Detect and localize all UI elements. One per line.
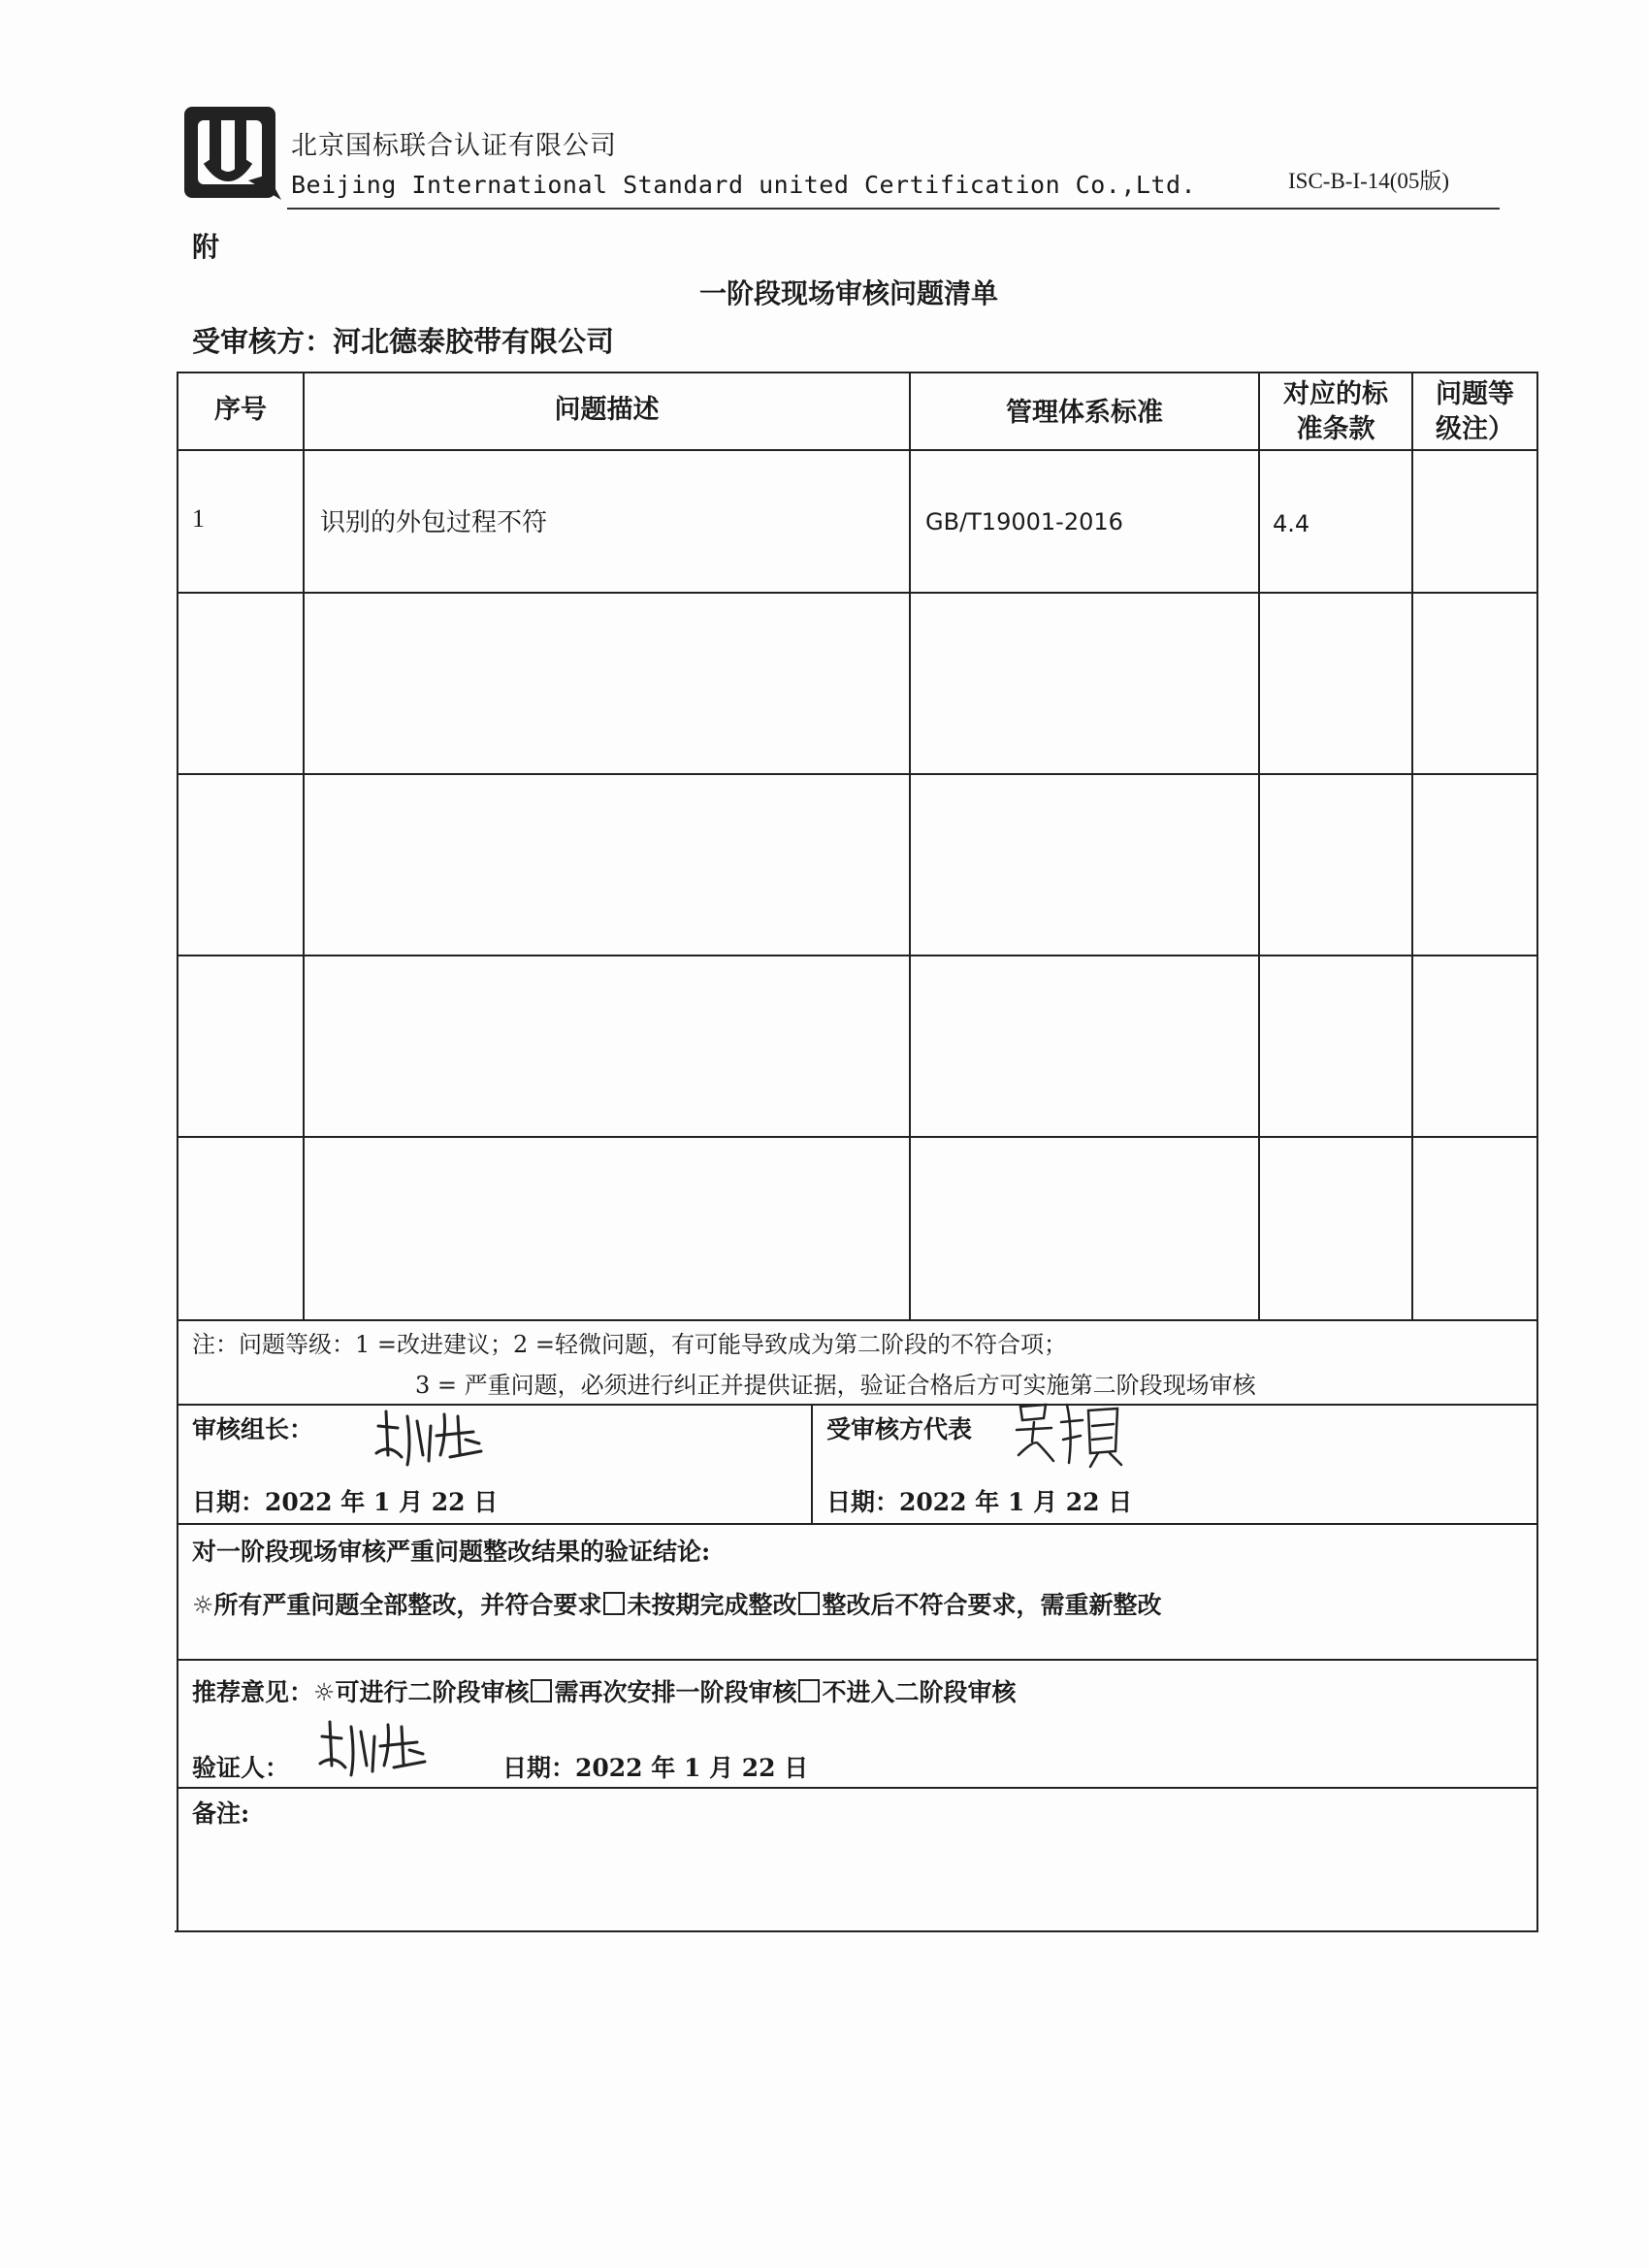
recommendation-options — [192, 1673, 1016, 1708]
verification-option-2: 未按期完成整改 — [627, 1591, 797, 1619]
col-header-no: 序号 — [214, 395, 267, 425]
audit-leader-signature — [369, 1397, 514, 1474]
checkbox-icon[interactable] — [603, 1592, 625, 1615]
col-header-description: 问题描述 — [554, 395, 660, 425]
verification-heading: 对一阶段现场审核严重问题整改结果的验证结论: — [192, 1538, 711, 1566]
checkbox-icon[interactable] — [798, 1592, 820, 1615]
audit-leader-label: 审核组长： — [192, 1415, 314, 1443]
recommendation-label: 推荐意见： — [192, 1678, 314, 1706]
recommendation-option-3: 不进入二阶段审核 — [822, 1678, 1017, 1706]
company-logo — [180, 103, 287, 204]
row1-standard: GB/T19001-2016 — [925, 508, 1123, 535]
verification-option-3: 整改后不符合要求，需重新整改 — [822, 1591, 1162, 1619]
document-title: 一阶段现场审核问题清单 — [698, 277, 998, 309]
sun-check-icon: ☼ — [313, 1678, 336, 1706]
recommendation-option-1: 可进行二阶段审核 — [335, 1678, 530, 1706]
recommendation-option-2: 需再次安排一阶段审核 — [554, 1678, 797, 1706]
col-header-level-line1: 问题等 — [1436, 379, 1514, 409]
company-name-cn: 北京国标联合认证有限公司 — [291, 131, 617, 161]
severity-note-line2: 3 = 严重问题，必须进行纠正并提供证据，验证合格后方可实施第二阶段现场审核 — [415, 1372, 1256, 1399]
auditee-rep-label: 受审核方代表 — [826, 1415, 973, 1443]
form-code: ISC-B-I-14(05版) — [1288, 169, 1450, 193]
col-header-clause — [1260, 377, 1411, 447]
col-header-level-line2: 级注） — [1436, 414, 1514, 444]
col-header-level — [1413, 377, 1536, 447]
verification-date: 日期：2022 年 1 月 22 日 — [502, 1754, 809, 1782]
checkbox-icon[interactable] — [531, 1679, 552, 1702]
company-name-en: Beijing International Standard united Certification Co.,Ltd. — [291, 171, 1197, 199]
row1-no: 1 — [192, 504, 205, 533]
severity-note-line1: 注：问题等级：1 =改进建议；2 =轻微问题，有可能导致成为第二阶段的不符合项； — [192, 1331, 1068, 1358]
auditee-rep-signature — [1009, 1393, 1135, 1471]
verifier-signature — [312, 1707, 458, 1785]
appendix-label: 附 — [192, 231, 220, 263]
header-divider — [287, 208, 1500, 210]
checkbox-icon[interactable] — [798, 1679, 820, 1702]
auditee-rep-date: 日期：2022 年 1 月 22 日 — [826, 1488, 1133, 1516]
row1-clause: 4.4 — [1273, 510, 1310, 537]
verification-options — [192, 1586, 1161, 1621]
audit-leader-date: 日期：2022 年 1 月 22 日 — [192, 1488, 499, 1516]
col-header-clause-line2: 准条款 — [1296, 414, 1375, 444]
verification-option-1: 所有严重问题全部整改，并符合要求 — [213, 1591, 602, 1619]
remarks-label: 备注: — [192, 1799, 250, 1828]
row1-description: 识别的外包过程不符 — [320, 508, 548, 537]
sun-check-icon: ☼ — [192, 1591, 214, 1619]
verifier-label: 验证人： — [192, 1754, 290, 1782]
auditee-name: 受审核方：河北德泰胶带有限公司 — [192, 325, 615, 358]
col-header-clause-line1: 对应的标 — [1283, 379, 1388, 409]
col-header-standard: 管理体系标准 — [1006, 398, 1163, 428]
